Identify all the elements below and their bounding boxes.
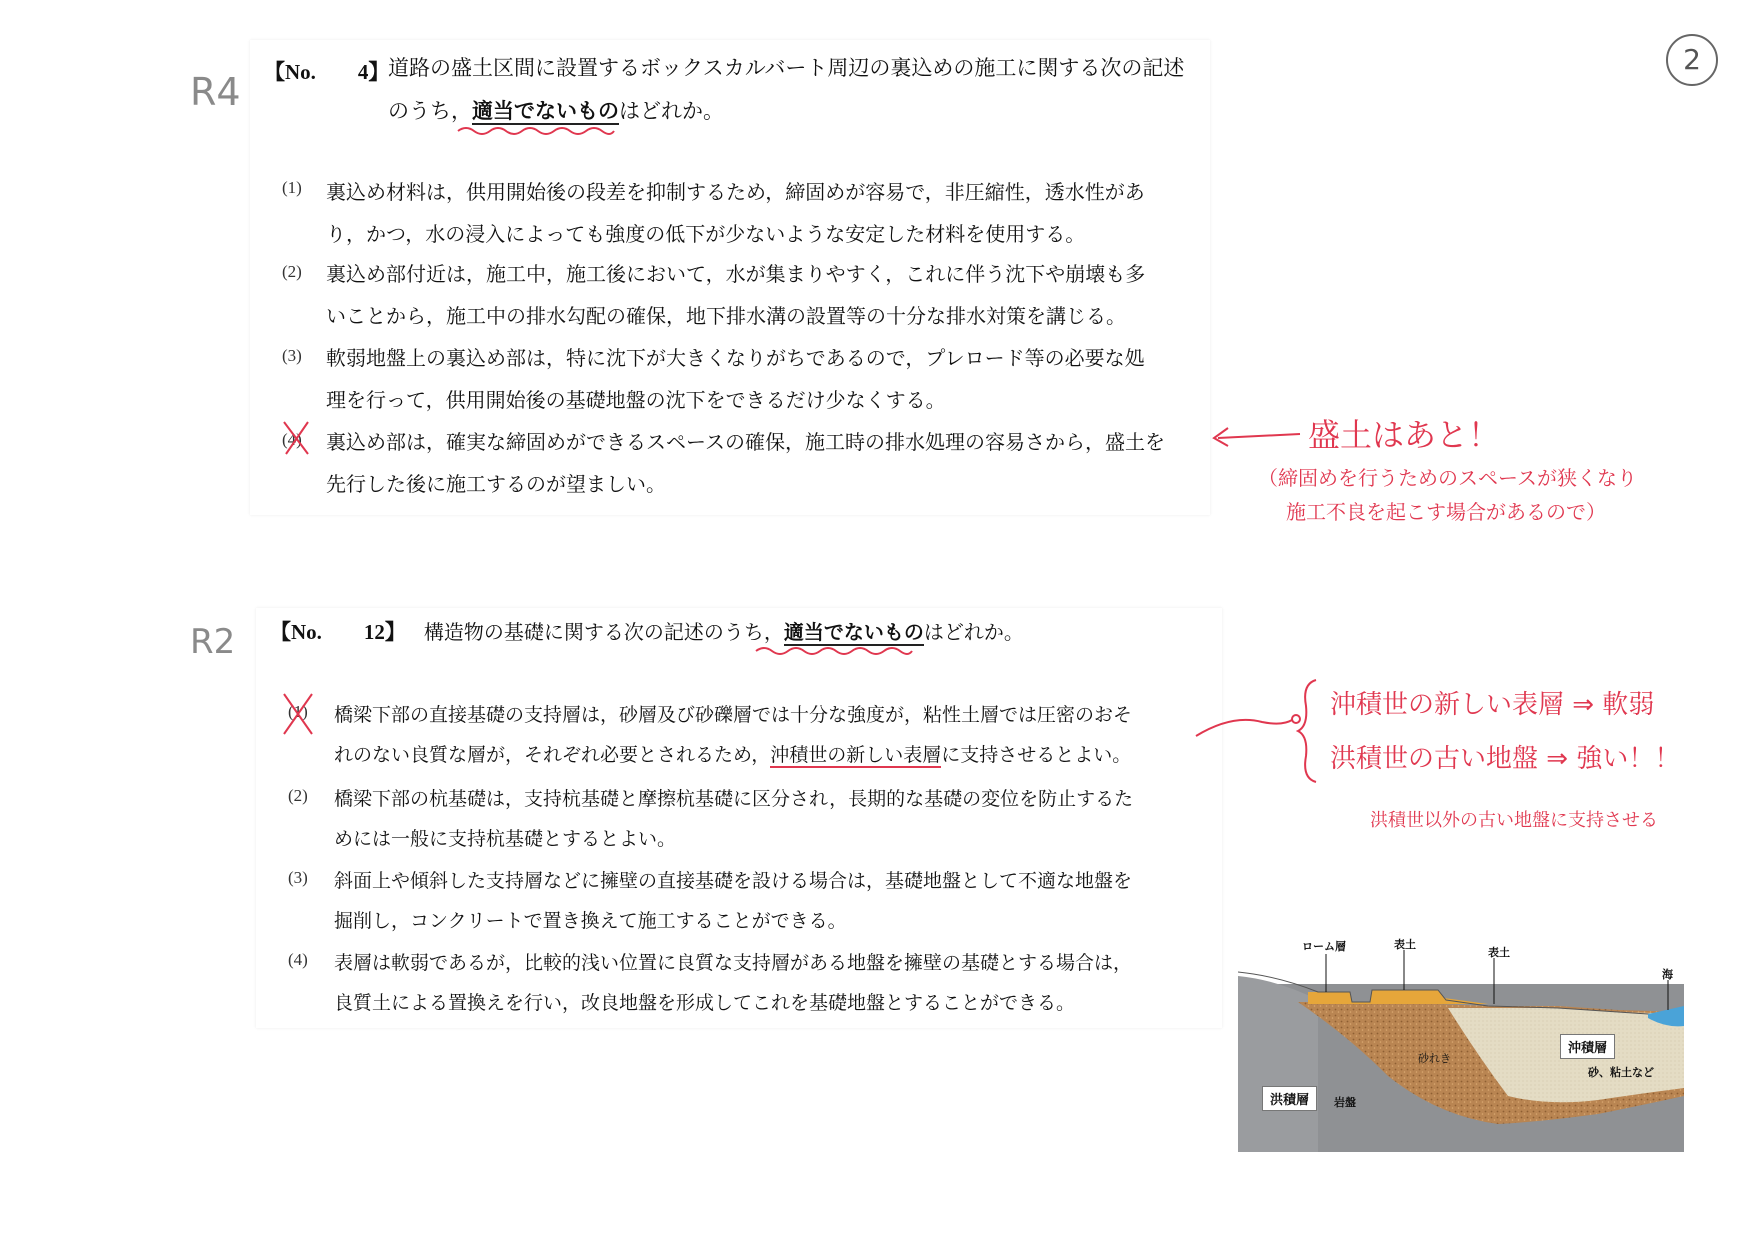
geology-cross-section: [1238, 936, 1684, 1152]
q1-option-1-line2: り，かつ，水の浸入によっても強度の低下が少ないような安定した材料を使用する。: [326, 222, 1086, 246]
q1-option-1: [282, 178, 302, 198]
q1-stem-post: はどれか。: [619, 99, 724, 123]
q1-year-tag: R4: [190, 70, 241, 114]
q2-stem: [270, 620, 1024, 645]
q2-option-4-num: (4): [288, 950, 308, 969]
q2-note-line3: 洪積世以外の古い地盤に支持させる: [1370, 810, 1658, 831]
q1-note-arrow: [1208, 424, 1304, 448]
fig-label-gravel: 砂れき: [1418, 1052, 1451, 1065]
q1-option-4-line2: 先行した後に施工するのが望ましい。: [326, 472, 666, 496]
q2-option-1-line2: [334, 740, 1131, 767]
page-number-text: 2: [1683, 43, 1701, 76]
q2-option-3-num: (3): [288, 868, 308, 887]
q1-stem-line1: 道路の盛土区間に設置するボックスカルバート周辺の裏込めの施工に関する次の記述: [388, 56, 1185, 80]
q2-option-4-line1: 表層は軟弱であるが，比較的浅い位置に良質な支持層がある地盤を擁壁の基礎とする場合は，: [334, 952, 1133, 974]
q2-option-1-line1: 橋梁下部の直接基礎の支持層は，砂層及び砂礫層では十分な強度が，粘性土層では圧密のおそ: [334, 704, 1133, 726]
q2-option-2-num: (2): [288, 786, 308, 805]
fig-label-alluvial: 沖積層: [1560, 1034, 1615, 1059]
q1-option-3-line1: 軟弱地盤上の裏込め部は，特に沈下が大きくなりがちであるので，プレロード等の必要な処: [326, 346, 1145, 370]
q2-year-tag: R2: [190, 622, 236, 662]
q2-stem-emphasis: 適当でないもの: [783, 620, 924, 644]
q2-option-1-num: (1): [288, 702, 308, 721]
q1-red-wavy-underline: [456, 124, 616, 138]
geology-figure: [1238, 936, 1684, 1152]
q1-option-3: [282, 346, 302, 366]
q2-stem-post: はどれか。: [923, 620, 1024, 644]
q2-stem-pre: 構造物の基礎に関する次の記述のうち，: [423, 620, 784, 644]
q2-option-1-line2-post: に支持させるとよい。: [941, 744, 1132, 766]
q2-option-3-line2: 掘削し，コンクリートで置き換えて施工することができる。: [334, 910, 847, 932]
q2-option-1-line2-emphasis: 沖積世の新しい表層: [770, 744, 942, 766]
q2-option-3: [288, 868, 308, 888]
q1-option-2-line2: いことから，施工中の排水勾配の確保，地下排水溝の設置等の十分な排水対策を講じる。: [326, 304, 1126, 328]
fig-label-topsoil2: 表土: [1488, 946, 1510, 959]
fig-label-topsoil1: 表土: [1394, 938, 1416, 951]
fig-label-sea: 海: [1662, 968, 1673, 981]
q1-option-1-num: (1): [282, 178, 302, 197]
q1-note-main: 盛土はあと！: [1308, 416, 1501, 454]
q1-note-sub1: （締固めを行うためのスペースが狭くなり: [1258, 466, 1637, 490]
q1-option-3-line2: 理を行って，供用開始後の基礎地盤の沈下をできるだけ少なくする。: [326, 388, 946, 412]
q2-option-2-line2: めには一般に支持杭基礎とするとよい。: [334, 828, 677, 850]
q1-option-1-line1: 裏込め材料は，供用開始後の段差を抑制するため，締固めが容易で，非圧縮性，透水性があ: [326, 180, 1145, 204]
q2-option-4: [288, 950, 308, 970]
q1-option-3-num: (3): [282, 346, 302, 365]
q2-option-2: [288, 786, 308, 806]
q1-option-2-num: (2): [282, 262, 302, 281]
q2-option-1-red-cross-mark: [278, 690, 318, 738]
q2-option-1-line2-pre: れのない良質な層が，それぞれ必要とされるため，: [334, 744, 771, 766]
q2-note-brace: [1296, 676, 1320, 786]
q1-option-2: [282, 262, 302, 282]
q1-stem-pre: のうち，: [388, 99, 472, 123]
q2-option-4-line2: 良質土による置換えを行い，改良地盤を形成してこれを基礎地盤とすることができる。: [334, 992, 1076, 1014]
fig-label-loam: ローム層: [1302, 940, 1346, 953]
q1-option-4-red-cross-mark: [280, 418, 312, 458]
fig-label-diluvial: 洪積層: [1262, 1086, 1317, 1111]
q2-note-line1: 沖積世の新しい表層 ⇒ 軟弱: [1330, 690, 1655, 720]
fig-label-bedrock: 岩盤: [1334, 1096, 1356, 1109]
q2-option-3-line1: 斜面上や傾斜した支持層などに擁壁の直接基礎を設ける場合は，基礎地盤として不適な地盤を: [334, 870, 1133, 892]
q2-note-connector: [1192, 684, 1312, 744]
q1-stem-line2: [388, 98, 724, 124]
q1-option-4-num: (4): [282, 430, 302, 449]
page-number: [1666, 34, 1718, 86]
fig-label-alluvial-sub: 砂、粘土など: [1588, 1066, 1654, 1079]
q2-header: 【No. 12】: [270, 620, 406, 644]
q2-red-wavy-underline: [754, 644, 914, 658]
q1-note-sub2: 施工不良を起こす場合があるので）: [1286, 500, 1606, 524]
q1-header: 【No. 4】: [264, 60, 390, 84]
q1-option-4-line1: 裏込め部は，確実な締固めができるスペースの確保，施工時の排水処理の容易さから，盛土を: [326, 430, 1165, 454]
q1-stem-emphasis: 適当でないもの: [472, 98, 619, 123]
q2-option-2-line1: 橋梁下部の杭基礎は，支持杭基礎と摩擦杭基礎に区分され，長期的な基礎の変位を防止するた: [334, 788, 1134, 810]
q2-note-line2: 洪積世の古い地盤 ⇒ 強い！！: [1330, 744, 1681, 774]
q1-option-2-line1: 裏込め部付近は，施工中，施工後において，水が集まりやすく，これに伴う沈下や崩壊も多: [326, 262, 1146, 286]
